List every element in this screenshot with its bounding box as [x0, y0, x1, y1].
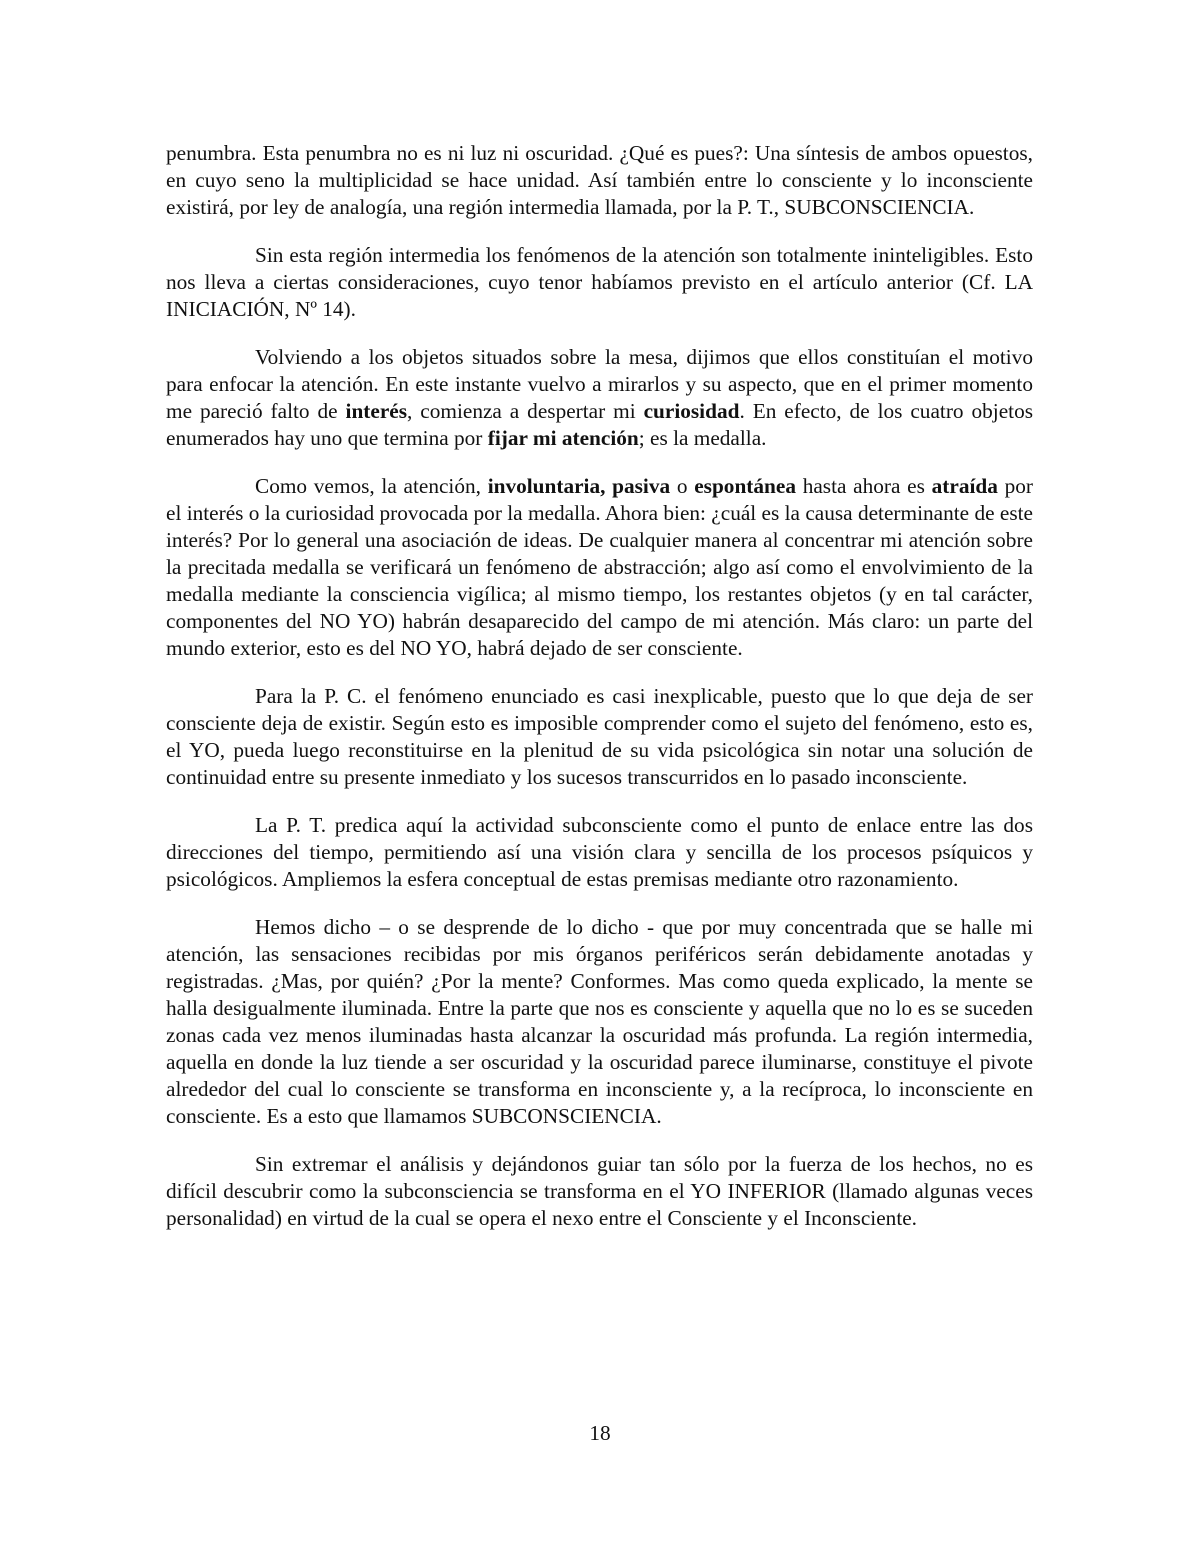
- emphasis-text: curiosidad: [643, 399, 740, 423]
- document-body: [166, 140, 1033, 1253]
- paragraph: [166, 1151, 1033, 1232]
- paragraph-text: Sin extremar el análisis y dejándonos guiar tan sólo por la fuerza de los hechos, no es difícil descubrir como la subconsciencia se transforma en el YO INFERIOR (llamado algunas veces personalidad) en virtud de la cual se opera el nexo entre el Consciente y el Inconsciente.: [166, 1152, 1033, 1230]
- paragraph: [166, 473, 1033, 662]
- paragraph-text: , comienza a despertar mi: [407, 399, 644, 423]
- emphasis-text: atraída: [931, 474, 998, 498]
- paragraph-text: hasta ahora es: [795, 474, 932, 498]
- paragraph-text: . En efecto, de los cuatro objetos enumerados hay uno que termina por: [166, 399, 1034, 450]
- paragraph: [166, 242, 1033, 323]
- paragraph: [166, 812, 1033, 893]
- paragraph-text: Como vemos, la atención,: [255, 474, 488, 498]
- paragraph-text: Para la P. C. el fenómeno enunciado es casi inexplicable, puesto que lo que deja de ser consciente deja de existir. Según esto es imposible comprender como el sujeto del fenómeno, esto es, el YO, pueda luego reconstituirse en la plenitud de su vida psicológica sin notar una solución de continuidad entre su presente inmediato y los sucesos transcurridos en lo pasado inconsciente.: [166, 684, 1033, 789]
- paragraph-text: La P. T. predica aquí la actividad subconsciente como el punto de enlace entre las dos direcciones del tiempo, permitiendo así una visión clara y sencilla de los procesos psíquicos y psicológicos. Ampliemos la esfera conceptual de estas premisas mediante otro razonamiento.: [166, 813, 1033, 891]
- paragraph: [166, 344, 1033, 452]
- emphasis-text: fijar mi atención: [487, 426, 639, 450]
- paragraph-text: ; es la medalla.: [638, 426, 767, 450]
- paragraph-text: Sin esta región intermedia los fenómenos de la atención son totalmente ininteligibles. Esto nos lleva a ciertas consideraciones, cuyo tenor habíamos previsto en el artículo anterior (Cf. LA INICIACIÓN, Nº 14).: [166, 243, 1033, 321]
- emphasis-text: espontánea: [694, 474, 796, 498]
- paragraph-text: Hemos dicho – o se desprende de lo dicho - que por muy concentrada que se halle mi atención, las sensaciones recibidas por mis órganos periféricos serán debidamente anotadas y registradas. ¿Mas, por quién? ¿Por la mente? Conformes. Mas como queda explicado, la mente se halla desigualmente iluminada. Entre la parte que nos es consciente y aquella que no lo es se suceden zonas cada vez menos iluminadas hasta alcanzar la oscuridad más profunda. La región intermedia, aquella en donde la luz tiende a ser oscuridad y la oscuridad parece iluminarse, constituye el pivote alrededor del cual lo consciente se transforma en inconsciente y, a la recíproca, lo inconsciente en consciente. Es a esto que llamamos SUBCONSCIENCIA.: [166, 915, 1033, 1128]
- paragraph-text: penumbra. Esta penumbra no es ni luz ni oscuridad. ¿Qué es pues?: Una síntesis de ambos opuestos, en cuyo seno la multiplicidad se hace unidad. Así también entre lo consciente y lo inconsciente existirá, por ley de analogía, una región intermedia llamada, por la P. T., SUBCONSCIENCIA.: [166, 141, 1033, 219]
- paragraph-text: o: [670, 474, 695, 498]
- page-number: 18: [589, 1421, 611, 1445]
- paragraph-text: Volviendo a los objetos situados sobre la mesa, dijimos que ellos constituían el motivo para enfocar la atención. En este instante vuelvo a mirarlos y su aspecto, que en el primer momento me pareció falto de: [166, 345, 1033, 423]
- paragraph: [166, 140, 1033, 221]
- paragraph: [166, 914, 1033, 1130]
- emphasis-text: interés: [345, 399, 408, 423]
- paragraph: [166, 683, 1033, 791]
- emphasis-text: involuntaria, pasiva: [487, 474, 671, 498]
- paragraph-text: por el interés o la curiosidad provocada por la medalla. Ahora bien: ¿cuál es la causa determinante de este interés? Por lo general una asociación de ideas. De cualquier manera al concentrar mi atención sobre la precitada medalla se verificará un fenómeno de abstracción; algo así como el envolvimiento de la medalla mediante la consciencia vigílica; al mismo tiempo, los restantes objetos (y en tal carácter, componentes del NO YO) habrán desaparecido del campo de mi atención. Más claro: un parte del mundo exterior, esto es del NO YO, habrá dejado de ser consciente.: [166, 474, 1034, 660]
